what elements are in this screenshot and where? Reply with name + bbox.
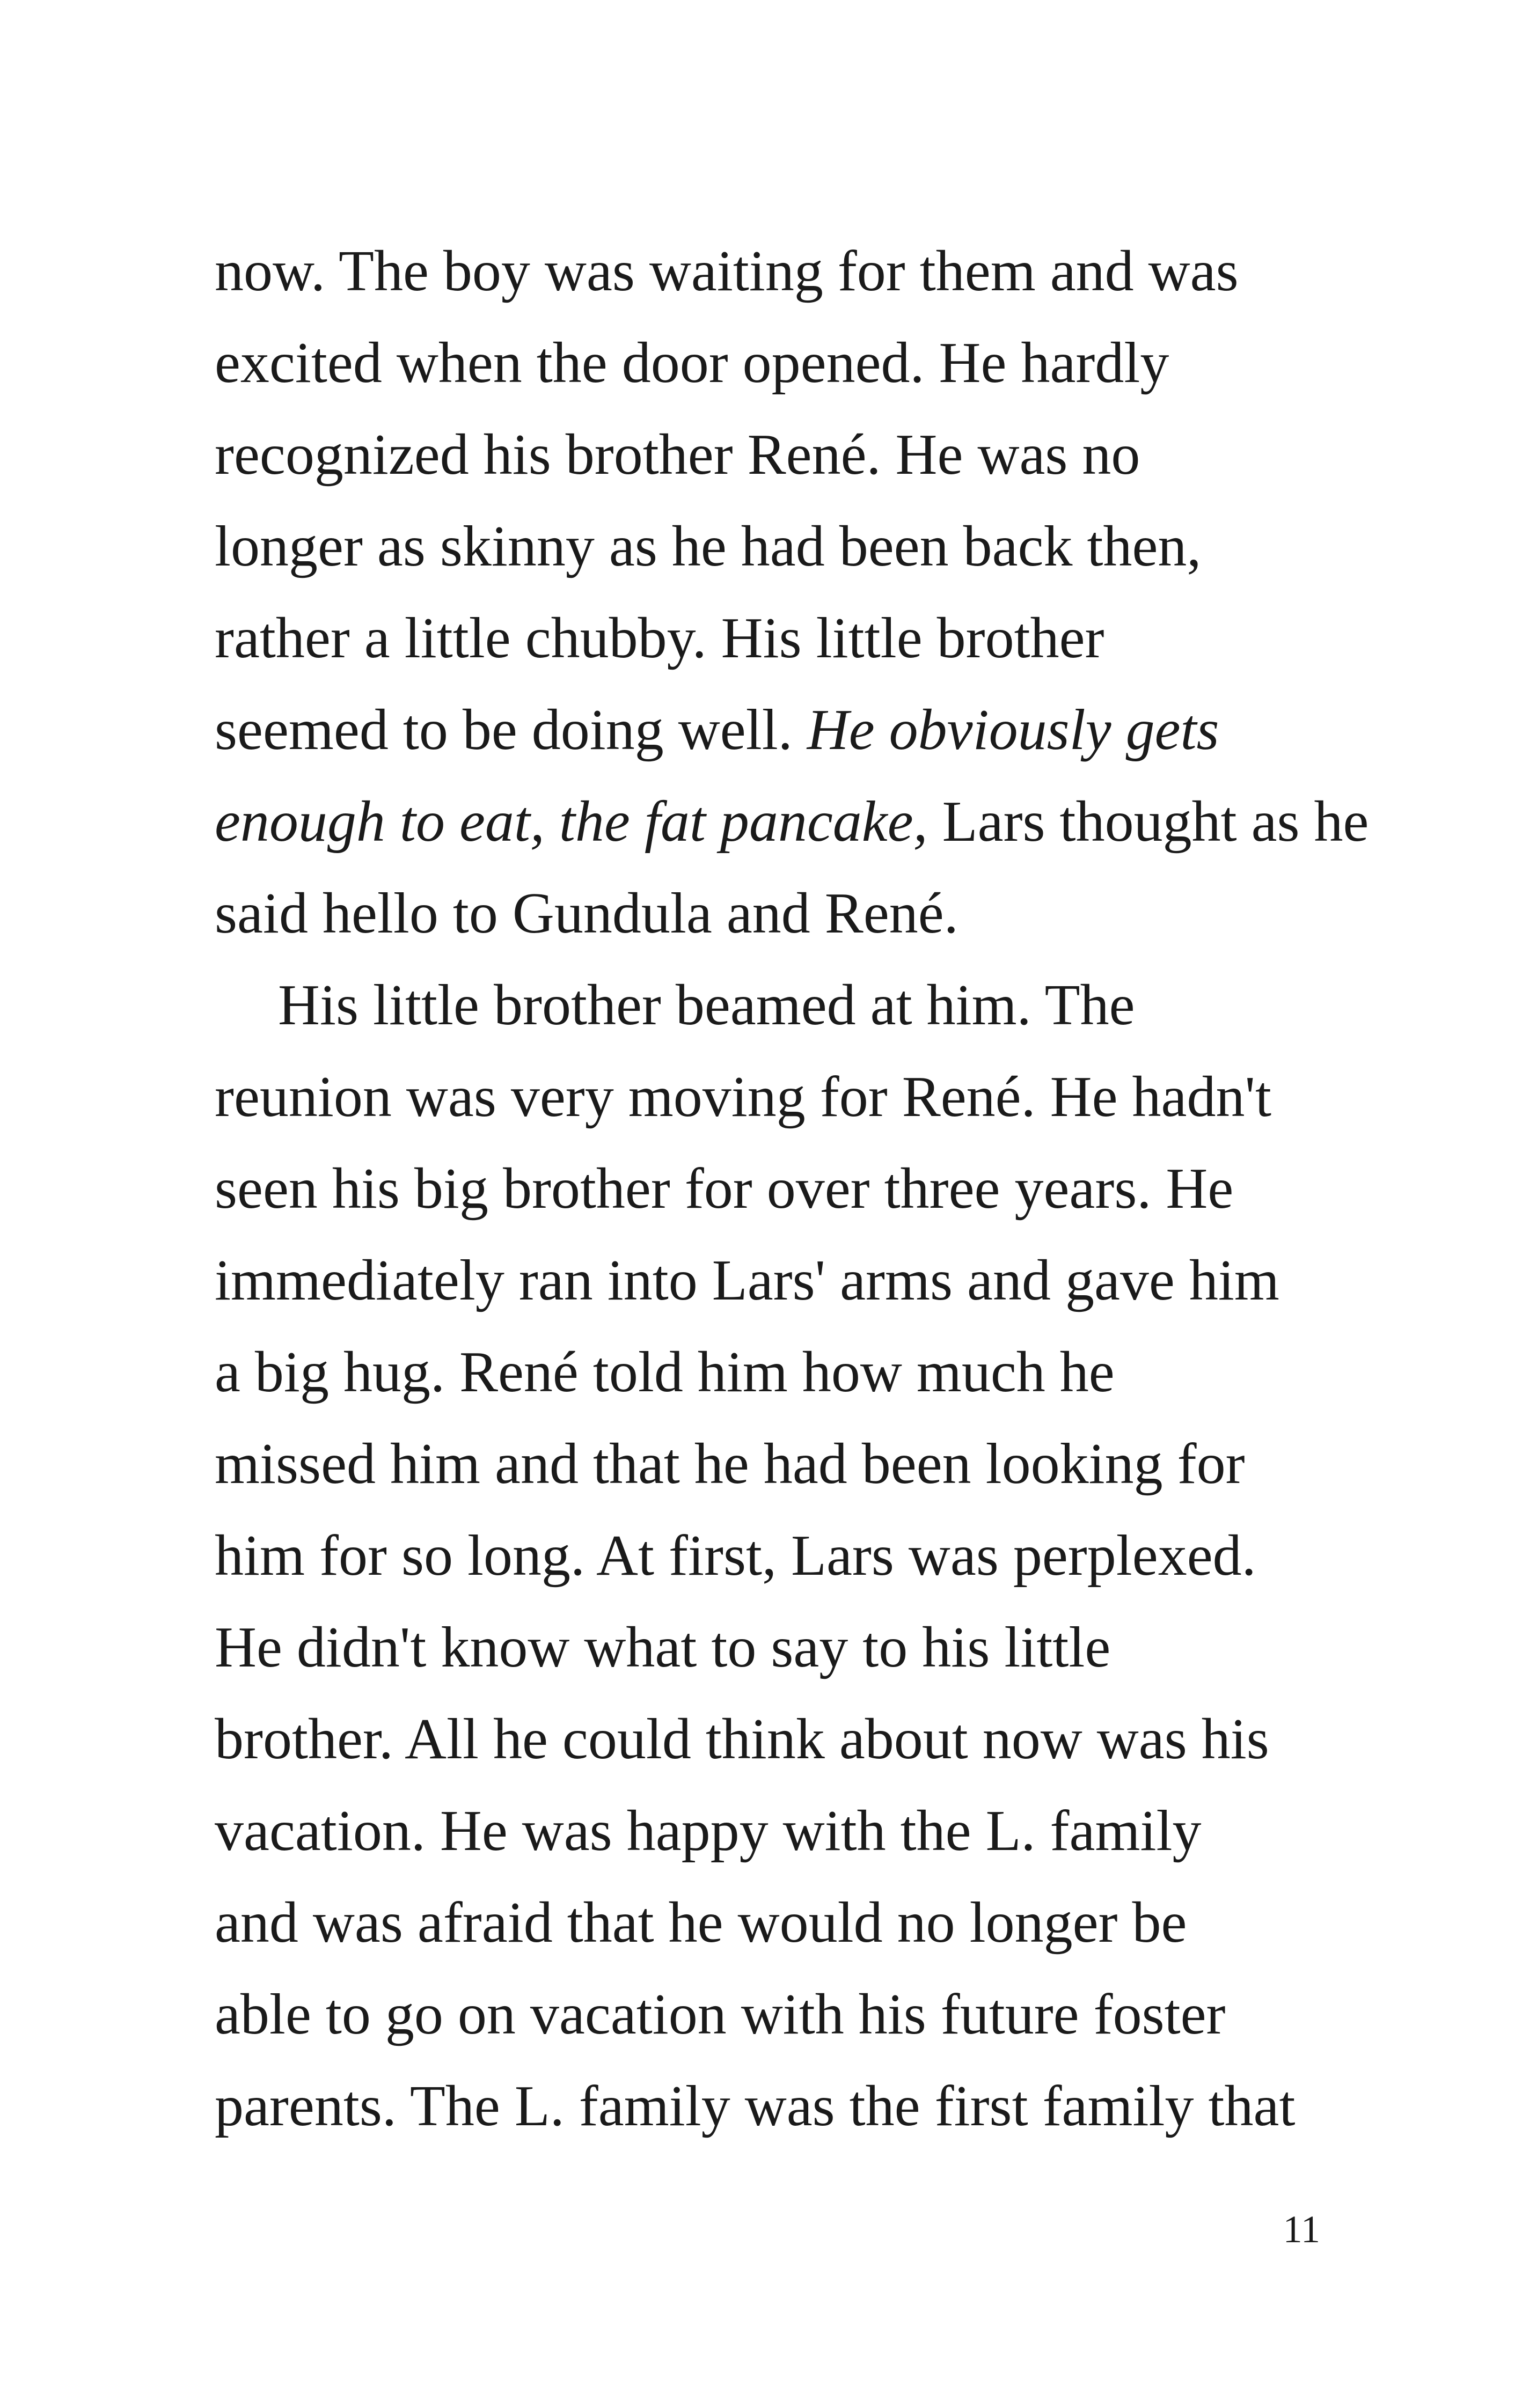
text-line	[215, 1602, 1342, 1693]
text-line	[215, 959, 1342, 1051]
text-segment: rather a little chubby. His little brother	[215, 606, 1104, 670]
text-line	[215, 1051, 1342, 1143]
text-segment: His little brother beamed at him. The	[278, 973, 1135, 1037]
text-line	[215, 1877, 1342, 1969]
page-number: 11	[1283, 2208, 1320, 2251]
text-line	[215, 1510, 1342, 1602]
text-segment: immediately ran into Lars' arms and gave him	[215, 1249, 1279, 1312]
text-line	[215, 1326, 1342, 1418]
text-segment: recognized his brother René. He was no	[215, 423, 1140, 487]
text-line	[215, 317, 1342, 409]
body-text	[215, 225, 1369, 2152]
text-segment: now. The boy was waiting for them and was	[215, 239, 1239, 303]
text-segment: seen his big brother for over three years. He	[215, 1157, 1234, 1221]
text-line	[215, 684, 1342, 776]
italic-text: He obviously gets	[807, 698, 1219, 762]
text-line	[215, 1693, 1342, 1785]
text-segment: excited when the door opened. He hardly	[215, 331, 1169, 395]
italic-text: enough to eat, the fat pancake,	[215, 790, 928, 854]
text-line	[215, 1969, 1342, 2060]
text-line	[215, 501, 1342, 592]
text-segment: Lars thought as he	[927, 790, 1369, 854]
text-line	[215, 225, 1342, 317]
text-line	[215, 409, 1342, 501]
text-line	[215, 1418, 1342, 1510]
text-line	[215, 1785, 1342, 1877]
text-line	[215, 868, 1342, 959]
text-segment: brother. All he could think about now was his	[215, 1707, 1269, 1771]
text-segment: him for so long. At first, Lars was perplexed.	[215, 1524, 1256, 1588]
text-line	[215, 1143, 1342, 1235]
text-segment: and was afraid that he would no longer be	[215, 1891, 1187, 1955]
text-line	[215, 2060, 1342, 2152]
text-segment: seemed to be doing well.	[215, 698, 807, 762]
text-segment: vacation. He was happy with the L. family	[215, 1799, 1202, 1863]
text-line	[215, 1235, 1342, 1326]
text-segment: said hello to Gundula and René.	[215, 882, 958, 945]
text-segment: longer as skinny as he had been back then,	[215, 515, 1202, 578]
text-segment: He didn't know what to say to his little	[215, 1616, 1111, 1679]
text-segment: reunion was very moving for René. He hadn't	[215, 1065, 1271, 1129]
text-segment: able to go on vacation with his future foster	[215, 1983, 1226, 2046]
text-segment: parents. The L. family was the first family that	[215, 2074, 1296, 2138]
text-segment: a big hug. René told him how much he	[215, 1340, 1115, 1404]
text-segment: missed him and that he had been looking for	[215, 1432, 1245, 1496]
text-line	[215, 776, 1369, 868]
text-line	[215, 592, 1342, 684]
